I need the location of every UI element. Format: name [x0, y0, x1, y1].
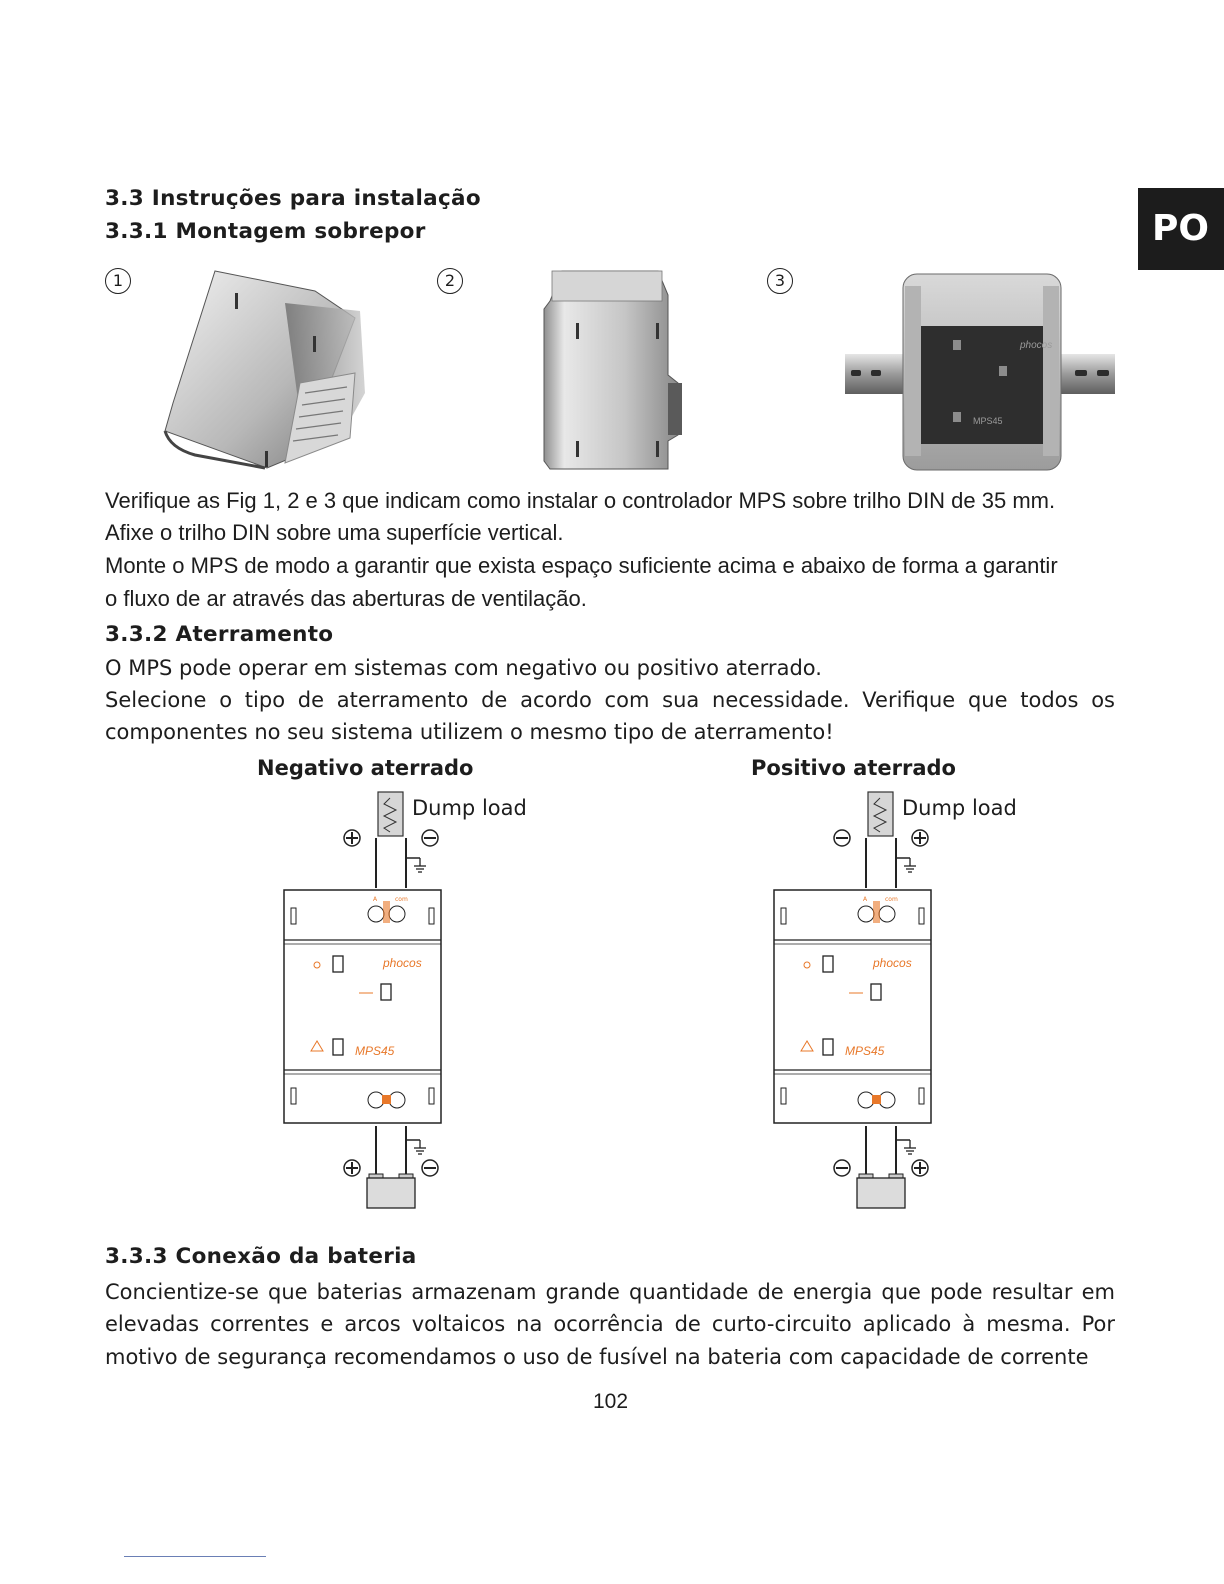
mount-text-line-4: o fluxo de ar através das aberturas de ventilação. — [105, 586, 587, 611]
figure-1-photo-tilted-mount — [155, 263, 385, 478]
negative-bottom-ground-icon — [414, 1140, 426, 1154]
negative-top-plus-icon — [344, 830, 360, 846]
positive-top-plus-icon — [912, 830, 928, 846]
diagram-positive-title: Positivo aterrado — [751, 756, 956, 780]
section-heading-3-3-2: 3.3.2 Aterramento — [105, 622, 334, 647]
diagram-positive-grounded — [765, 788, 1035, 1213]
figure-3-brand-text: phocos — [1020, 340, 1053, 351]
mount-text-line-2: Afixe o trilho DIN sobre uma superfície vertical. — [105, 520, 564, 545]
section-heading-3-3-3: 3.3.3 Conexão da bateria — [105, 1244, 417, 1269]
negative-model-text: MPS45 — [355, 1044, 395, 1058]
diagram-negative-grounded — [275, 788, 545, 1213]
negative-bottom-minus-icon — [422, 1160, 438, 1176]
ground-text-line-1: O MPS pode operar em sistemas com negativo ou positivo aterrado. — [105, 656, 822, 680]
figure-3-model-text: MPS45 — [973, 416, 1003, 426]
figure-number-3: 3 — [767, 268, 793, 294]
ground-text-line-3: componentes no seu sistema utilizem o mesmo tipo de aterramento! — [105, 720, 834, 744]
positive-top-minus-icon — [834, 830, 850, 846]
positive-bottom-minus-icon — [834, 1160, 850, 1176]
diagram-negative-title: Negativo aterrado — [257, 756, 474, 780]
section-heading-3-3-1: 3.3.1 Montagem sobrepor — [105, 219, 426, 244]
figure-2-photo-side-view — [540, 265, 690, 475]
mount-text-line-3: Monte o MPS de modo a garantir que exista espaço suficiente acima e abaixo de forma a garantir — [105, 553, 1058, 578]
negative-brand-text: phocos — [383, 956, 422, 970]
section-heading-3-3: 3.3 Instruções para instalação — [105, 186, 481, 211]
battery-text-line-2: elevadas correntes e arcos voltaicos na ocorrência de curto-circuito aplicado à mesma. Por — [105, 1312, 1115, 1336]
positive-brand-text: phocos — [873, 956, 912, 970]
negative-bottom-plus-icon — [344, 1160, 360, 1176]
positive-top-ground-icon — [904, 858, 916, 872]
page-number: 102 — [593, 1390, 629, 1413]
positive-battery-icon — [857, 1174, 905, 1208]
positive-bottom-plus-icon — [912, 1160, 928, 1176]
positive-dump-load-label: Dump load — [902, 796, 1017, 820]
language-tab: PO — [1138, 188, 1224, 270]
svg-text:com: com — [885, 896, 898, 903]
figure-number-1: 1 — [105, 268, 131, 294]
positive-bottom-ground-icon — [904, 1140, 916, 1154]
svg-text:com: com — [395, 896, 408, 903]
figure-number-2: 2 — [437, 268, 463, 294]
figure-3-photo-front-on-rail — [845, 266, 1115, 476]
negative-top-minus-icon — [422, 830, 438, 846]
positive-model-text: MPS45 — [845, 1044, 885, 1058]
svg-text:A: A — [373, 896, 378, 903]
footnote-rule — [124, 1556, 266, 1557]
ground-text-line-2: Selecione o tipo de aterramento de acordo com sua necessidade. Verifique que todos os — [105, 688, 1115, 712]
mount-text-line-1: Verifique as Fig 1, 2 e 3 que indicam como instalar o controlador MPS sobre trilho DIN de 35 mm. — [105, 488, 1056, 513]
battery-text-line-3: motivo de segurança recomendamos o uso de fusível na bateria com capacidade de corrente — [105, 1345, 1089, 1369]
negative-top-ground-icon — [414, 858, 426, 872]
negative-battery-icon — [367, 1174, 415, 1208]
battery-text-line-1: Concientize-se que baterias armazenam grande quantidade de energia que pode resultar em — [105, 1280, 1115, 1304]
negative-dump-load-label: Dump load — [412, 796, 527, 820]
svg-text:A: A — [863, 896, 868, 903]
